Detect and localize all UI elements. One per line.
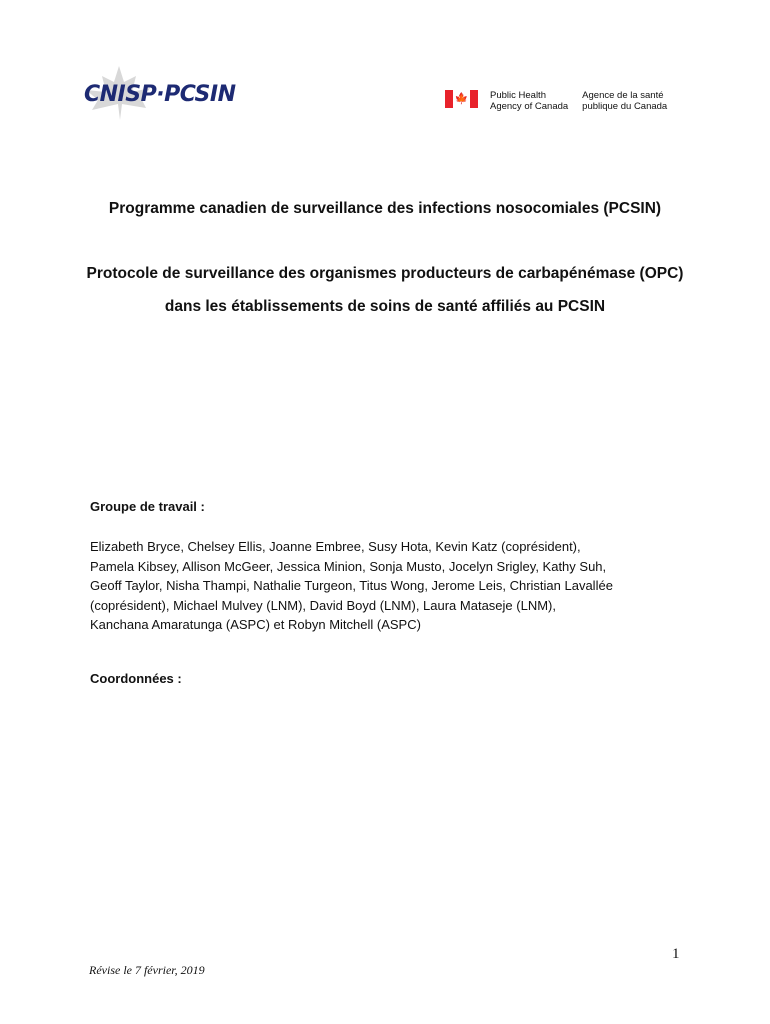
members-line: (coprésident), Michael Mulvey (LNM), David Boyd (LNM), Laura Mataseje (LNM),: [90, 597, 556, 613]
agency-name-en: Public Health Agency of Canada: [490, 90, 569, 112]
agency-name-fr: Agence de la santé publique du Canada: [582, 90, 668, 112]
subtitle-line-1: Protocole de surveillance des organismes producteurs de carbapénémase (OPC): [86, 265, 684, 282]
contact-heading: Coordonnées :: [90, 671, 182, 686]
cnisp-pcsin-logo: [84, 64, 270, 120]
logo-text: CNISP·PCSIN: [84, 82, 236, 107]
goc-signature: [445, 90, 681, 112]
members-line: Kanchana Amaratunga (ASPC) et Robyn Mitchell (ASPC): [90, 617, 421, 633]
members-line: Pamela Kibsey, Allison McGeer, Jessica Minion, Sonja Musto, Jocelyn Srigley, Kathy Suh,: [90, 558, 607, 574]
members-line: Elizabeth Bryce, Chelsey Ellis, Joanne Embree, Susy Hota, Kevin Katz (coprésident),: [90, 539, 581, 554]
document-title: Programme canadien de surveillance des infections nosocomiales (PCSIN): [108, 200, 662, 217]
subtitle-line-2: dans les établissements de soins de santé affiliés au PCSIN: [164, 298, 606, 315]
working-group-members: [90, 537, 613, 635]
canada-flag-icon: 🍁: [445, 90, 478, 108]
page-number: 1: [672, 946, 680, 962]
revision-footer: Révise le 7 février, 2019: [89, 963, 205, 977]
working-group-heading: Groupe de travail :: [90, 499, 205, 514]
members-line: Geoff Taylor, Nisha Thampi, Nathalie Turgeon, Titus Wong, Jerome Leis, Christian Lavallée: [90, 578, 613, 594]
